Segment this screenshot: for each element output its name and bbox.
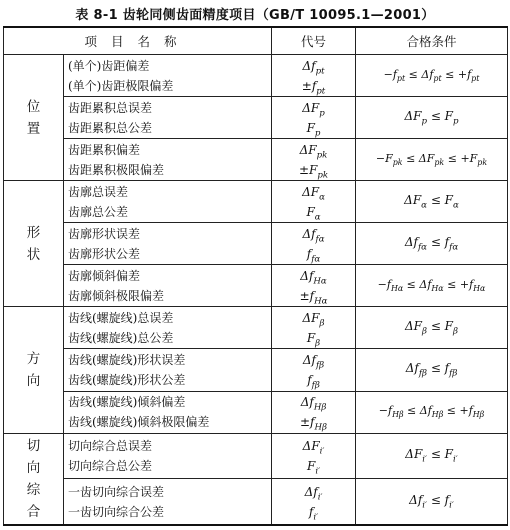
item-name-cell [64,479,272,525]
table-body [4,55,508,526]
condition-cell: $\Delta f_{i'} \le f_{i'}$ [356,479,508,525]
category-cell [4,433,64,525]
header-item-name: 项目名称 [4,27,272,55]
item-name: (单个)齿距偏差 [68,58,150,73]
category-label-char: 向 [26,372,41,389]
item-name: 齿线(螺旋线)形状误差 [68,352,186,367]
category-cell [4,181,64,307]
item-name: 切向综合总公差 [68,458,153,473]
code-cell [272,139,356,181]
table-row [4,391,508,433]
item-name: 齿距累积总误差 [68,100,153,115]
item-code: $f_{i'}$ [308,504,319,522]
item-name: 齿线(螺旋线)形状公差 [68,372,186,387]
item-name: (单个)齿距极限偏差 [68,78,174,93]
code-cell [272,223,356,265]
code-cell [272,391,356,433]
item-name-cell [64,181,272,223]
item-name-cell [64,349,272,391]
item-code: $\Delta f_{f\beta}$ [302,352,325,371]
table-row [4,349,508,391]
item-code: $F_{i'}$ [306,458,321,477]
item-code: $\pm F_{pk}$ [298,162,329,181]
table-row [4,433,508,479]
condition-cell: $\Delta f_{f\alpha} \le f_{f\alpha}$ [356,223,508,265]
condition-cell: $-F_{pk} \le \Delta F_{pk} \le +F_{pk}$ [356,139,508,181]
item-name: 齿线(螺旋线)总误差 [68,310,174,325]
table-row [4,55,508,97]
item-name: 齿廓形状公差 [68,246,141,261]
item-code: $\Delta f_{H\beta}$ [300,395,327,413]
item-name: 齿廓倾斜极限偏差 [68,288,165,303]
item-name: 齿廓总误差 [68,184,129,199]
item-code: $\Delta f_{i'}$ [304,484,323,502]
category-label-char: 状 [26,246,41,263]
item-name: 齿廓总公差 [68,204,129,219]
item-code: $\Delta F_p$ [302,100,325,118]
code-cell [272,265,356,307]
item-name: 齿廓形状误差 [68,226,141,241]
item-name: 齿线(螺旋线)总公差 [68,330,174,345]
item-code: $\pm f_{H\alpha}$ [299,288,328,307]
code-cell [272,55,356,97]
item-code: $\Delta F_\alpha$ [302,184,325,203]
item-name: 切向综合总误差 [68,438,153,453]
table-row [4,181,508,223]
category-cell [4,55,64,181]
item-name-cell [64,223,272,265]
item-code: $F_\alpha$ [306,204,321,223]
category-label-char: 位 [26,98,41,115]
code-cell [272,479,356,525]
condition-cell: $\Delta F_p \le F_p$ [356,97,508,139]
code-cell [272,433,356,479]
item-code: $\Delta F_\beta$ [302,310,325,329]
category-label-char: 合 [26,503,41,520]
condition-cell: $\Delta f_{f\beta} \le f_{f\beta}$ [356,349,508,391]
category-label-char: 方 [26,350,41,367]
item-code: $\Delta F_{i'}$ [302,438,325,457]
header-condition: 合格条件 [356,27,508,55]
accuracy-items-table [3,26,508,526]
item-name-cell [64,307,272,349]
code-cell [272,349,356,391]
table-row [4,307,508,349]
table-row [4,97,508,139]
table-row [4,223,508,265]
item-code: $F_\beta$ [306,330,321,349]
category-label-char: 形 [26,224,41,241]
table-title: 表 8-1 齿轮同侧齿面精度项目（GB/T 10095.1—2001） [75,8,435,23]
item-name: 齿线(螺旋线)倾斜偏差 [68,395,186,410]
item-name: 齿距累积偏差 [68,142,141,157]
item-code: $\Delta f_{H\alpha}$ [300,268,327,287]
category-cell [4,307,64,433]
item-name-cell [64,139,272,181]
item-name: 齿距累积总公差 [68,120,153,135]
condition-cell: $\Delta F_{i'} \le F_{i'}$ [356,433,508,479]
item-name: 一齿切向综合公差 [68,504,165,519]
table-header-row [4,27,508,55]
category-label-char: 向 [26,459,41,476]
item-code: $f_{f\beta}$ [307,372,320,391]
header-code: 代号 [272,27,356,55]
item-code: $F_p$ [306,120,321,138]
item-name-cell [64,265,272,307]
item-name-cell [64,55,272,97]
item-name: 齿线(螺旋线)倾斜极限偏差 [68,415,210,430]
table-row [4,265,508,307]
condition-cell: $\Delta F_\alpha \le F_\alpha$ [356,181,508,223]
item-code: $\Delta F_{pk}$ [299,142,328,161]
table-row [4,479,508,525]
item-name-cell [64,433,272,479]
code-cell [272,307,356,349]
code-cell [272,181,356,223]
code-cell [272,97,356,139]
item-name-cell [64,97,272,139]
item-name: 齿廓倾斜偏差 [68,268,141,283]
condition-cell: $-f_{pt} \le \Delta f_{pt} \le +f_{pt}$ [356,55,508,97]
item-code: $\Delta f_{f\alpha}$ [302,226,325,245]
condition-cell: $\Delta F_\beta \le F_\beta$ [356,307,508,349]
item-code: $f_{f\alpha}$ [306,246,321,265]
category-label-char: 综 [26,481,41,498]
item-code: $\pm f_{pt}$ [301,78,326,96]
item-name: 齿距累积极限偏差 [68,162,165,177]
category-label-char: 切 [26,437,41,454]
item-code: $\pm f_{H\beta}$ [300,415,328,433]
category-label-char: 置 [26,120,41,137]
condition-cell: $-f_{H\alpha} \le \Delta f_{H\alpha} \le +f_{H\alpha}$ [356,265,508,307]
item-name: 一齿切向综合误差 [68,484,165,499]
condition-cell: $-f_{H\beta} \le \Delta f_{H\beta} \le +f_{H\beta}$ [356,391,508,433]
table-row [4,139,508,181]
item-code: $\Delta f_{pt}$ [302,58,325,76]
item-name-cell [64,391,272,433]
